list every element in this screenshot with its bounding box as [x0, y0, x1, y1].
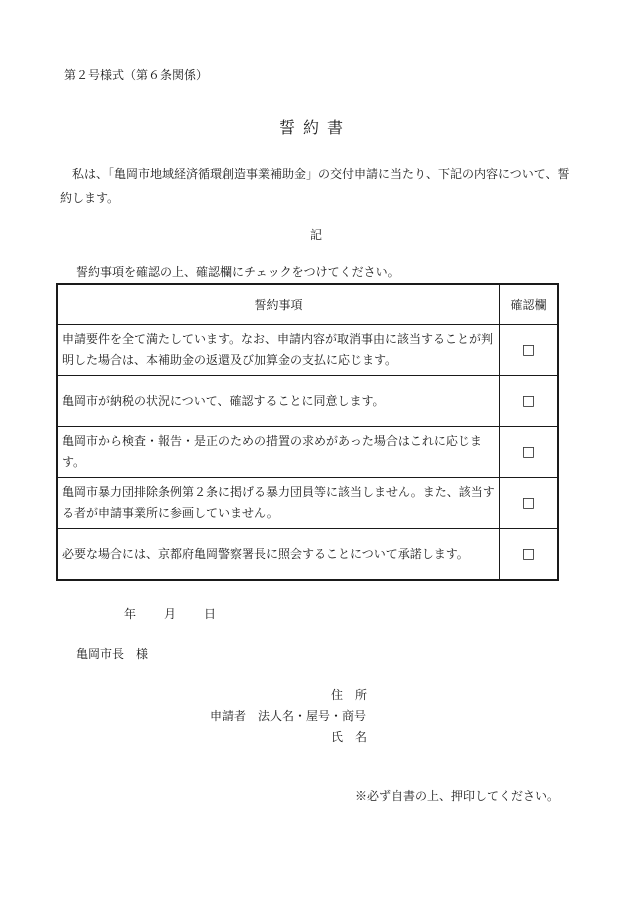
pledge-item-3: 亀岡市から検査・報告・是正のための措置の求めがあった場合はこれに応じます。 — [57, 427, 500, 478]
table-row — [57, 325, 558, 376]
pledge-item-2: 亀岡市が納税の状況について、確認することに同意します。 — [57, 376, 500, 427]
addressee: 亀岡市長 様 — [76, 647, 149, 661]
pledge-item-1: 申請要件を全て満たしています。なお、申請内容が取消事由に該当することが判明した場合は、本補助金の返還及び加算金の支払に応じます。 — [57, 325, 500, 376]
header-item: 誓約事項 — [57, 284, 500, 325]
table-row — [57, 478, 558, 529]
checkbox-3[interactable]: □ — [500, 427, 559, 478]
applicant-address-label: 住 所 — [331, 688, 368, 702]
applicant-corp-label: 法人名・屋号・商号 — [258, 709, 367, 723]
applicant-name-label: 氏 名 — [331, 730, 368, 744]
checkbox-2[interactable]: □ — [500, 376, 559, 427]
applicant-label: 申請者 — [210, 709, 247, 723]
table-row — [57, 427, 558, 478]
table-header-row — [57, 284, 558, 325]
checkbox-1[interactable]: □ — [500, 325, 559, 376]
footnote: ※必ず自書の上、押印してください。 — [355, 789, 560, 803]
pledge-item-4: 亀岡市暴力団排除条例第２条に掲げる暴力団員等に該当しません。また、該当する者が申請事業所に参画していません。 — [57, 478, 500, 529]
date-line — [124, 605, 216, 622]
checkbox-4[interactable]: □ — [500, 478, 559, 529]
checkbox-5[interactable]: □ — [500, 529, 559, 581]
header-check: 確認欄 — [500, 284, 559, 325]
form-number: 第２号様式（第６条関係） — [64, 68, 209, 82]
date-year: 年 — [124, 607, 137, 621]
instruction-text: 誓約事項を確認の上、確認欄にチェックをつけてください。 — [76, 265, 400, 279]
table-row — [57, 529, 558, 581]
date-day: 日 — [204, 607, 217, 621]
pledge-text-content: 私は、「亀岡市地域経済循環創造事業補助金」の交付申請に当たり、下記の内容について、誓約します。 — [60, 167, 570, 205]
page-title: 誓約書 — [278, 118, 351, 137]
table-row — [57, 376, 558, 427]
ki-heading: 記 — [310, 228, 323, 242]
pledge-table — [56, 283, 559, 581]
date-month: 月 — [164, 607, 177, 621]
pledge-item-5: 必要な場合には、京都府亀岡警察署長に照会することについて承諾します。 — [57, 529, 500, 581]
pledge-text — [60, 162, 580, 210]
